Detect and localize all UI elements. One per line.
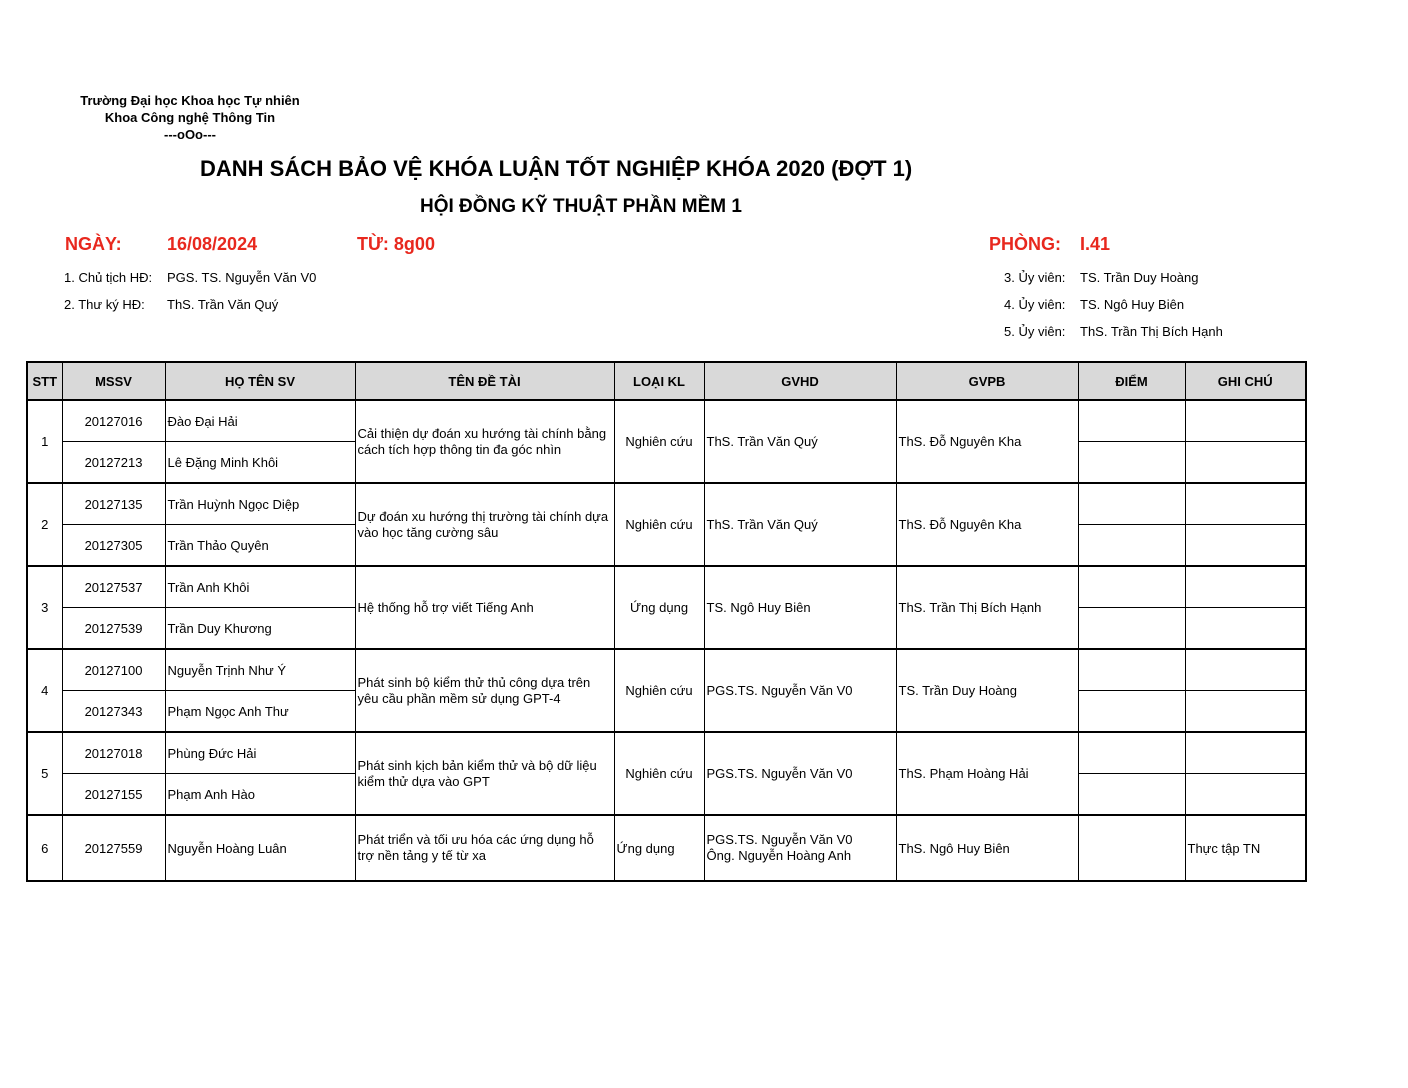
score-cell xyxy=(1078,732,1185,774)
column-header: HỌ TÊN SV xyxy=(165,362,355,400)
column-header: LOẠI KL xyxy=(614,362,704,400)
advisor-cell: PGS.TS. Nguyễn Văn V0 Ông. Nguyễn Hoàng Anh xyxy=(704,815,896,881)
table-header-row xyxy=(27,362,1306,400)
column-header: GVPB xyxy=(896,362,1078,400)
stt-cell: 2 xyxy=(27,483,62,566)
committee-role: 1. Chủ tịch HĐ: xyxy=(64,270,153,285)
table-row xyxy=(27,649,1306,691)
column-header: STT xyxy=(27,362,62,400)
column-header: GHI CHÚ xyxy=(1185,362,1306,400)
topic-cell: Dự đoán xu hướng thị trường tài chính dựa vào học tăng cường sâu xyxy=(355,483,614,566)
column-header: GVHD xyxy=(704,362,896,400)
committee-role: 4. Ủy viên: xyxy=(1004,297,1066,312)
score-cell xyxy=(1078,774,1185,816)
student-name-cell: Phạm Ngọc Anh Thư xyxy=(165,691,355,733)
header-ornament: ---oOo--- xyxy=(164,127,216,142)
date-value: 16/08/2024 xyxy=(167,234,258,254)
faculty-name: Khoa Công nghệ Thông Tin xyxy=(104,110,276,125)
reviewer-cell: ThS. Trần Thị Bích Hạnh xyxy=(896,566,1078,649)
note-cell xyxy=(1185,442,1306,484)
type-cell: Nghiên cứu xyxy=(614,400,704,483)
room-value: I.41 xyxy=(1080,234,1111,254)
reviewer-cell: ThS. Đỗ Nguyên Kha xyxy=(896,483,1078,566)
topic-cell: Phát sinh kịch bản kiểm thử và bộ dữ liệu kiểm thử dựa vào GPT xyxy=(355,732,614,815)
university-name: Trường Đại học Khoa học Tự nhiên xyxy=(80,93,300,108)
topic-cell: Cải thiện dự đoán xu hướng tài chính bằng cách tích hợp thông tin đa góc nhìn xyxy=(355,400,614,483)
student-name-cell: Lê Đặng Minh Khôi xyxy=(165,442,355,484)
score-cell xyxy=(1078,815,1185,881)
page-title: DANH SÁCH BẢO VỆ KHÓA LUẬN TỐT NGHIỆP KHÓA 2020 (ĐỢT 1) xyxy=(200,156,913,181)
student-name-cell: Trần Huỳnh Ngọc Diệp xyxy=(165,483,355,525)
defense-schedule-table xyxy=(26,361,1307,882)
stt-cell: 1 xyxy=(27,400,62,483)
committee-role: 3. Ủy viên: xyxy=(1004,270,1066,285)
note-cell xyxy=(1185,691,1306,733)
mssv-cell: 20127213 xyxy=(62,442,165,484)
topic-cell: Phát triển và tối ưu hóa các ứng dụng hỗ trợ nền tảng y tế từ xa xyxy=(355,815,614,881)
student-name-cell: Trần Anh Khôi xyxy=(165,566,355,608)
mssv-cell: 20127016 xyxy=(62,400,165,442)
topic-cell: Hệ thống hỗ trợ viết Tiếng Anh xyxy=(355,566,614,649)
table-row xyxy=(27,732,1306,774)
mssv-cell: 20127100 xyxy=(62,649,165,691)
student-name-cell: Đào Đại Hải xyxy=(165,400,355,442)
council-subtitle: HỘI ĐỒNG KỸ THUẬT PHẦN MỀM 1 xyxy=(420,196,742,217)
table-row xyxy=(27,483,1306,525)
student-name-cell: Phùng Đức Hải xyxy=(165,732,355,774)
reviewer-cell: ThS. Ngô Huy Biên xyxy=(896,815,1078,881)
note-cell xyxy=(1185,732,1306,774)
mssv-cell: 20127559 xyxy=(62,815,165,881)
score-cell xyxy=(1078,608,1185,650)
committee-name: ThS. Trần Văn Quý xyxy=(167,297,279,312)
committee-name: PGS. TS. Nguyễn Văn V0 xyxy=(167,270,317,285)
score-cell xyxy=(1078,442,1185,484)
stt-cell: 4 xyxy=(27,649,62,732)
advisor-cell: TS. Ngô Huy Biên xyxy=(704,566,896,649)
committee-role: 2. Thư ký HĐ: xyxy=(64,297,145,312)
table-row xyxy=(27,566,1306,608)
score-cell xyxy=(1078,649,1185,691)
reviewer-cell: TS. Trần Duy Hoàng xyxy=(896,649,1078,732)
column-header: MSSV xyxy=(62,362,165,400)
student-name-cell: Nguyễn Hoàng Luân xyxy=(165,815,355,881)
mssv-cell: 20127018 xyxy=(62,732,165,774)
note-cell xyxy=(1185,400,1306,442)
note-cell xyxy=(1185,525,1306,567)
mssv-cell: 20127539 xyxy=(62,608,165,650)
type-cell: Ứng dụng xyxy=(614,566,704,649)
table-row xyxy=(27,400,1306,442)
stt-cell: 5 xyxy=(27,732,62,815)
student-name-cell: Trần Thảo Quyên xyxy=(165,525,355,567)
note-cell xyxy=(1185,608,1306,650)
mssv-cell: 20127155 xyxy=(62,774,165,816)
date-label: NGÀY: xyxy=(65,234,122,254)
stt-cell: 3 xyxy=(27,566,62,649)
stt-cell: 6 xyxy=(27,815,62,881)
mssv-cell: 20127135 xyxy=(62,483,165,525)
score-cell xyxy=(1078,400,1185,442)
advisor-cell: PGS.TS. Nguyễn Văn V0 xyxy=(704,649,896,732)
committee-name: TS. Trần Duy Hoàng xyxy=(1080,270,1199,285)
advisor-cell: ThS. Trần Văn Quý xyxy=(704,483,896,566)
type-cell: Nghiên cứu xyxy=(614,649,704,732)
column-header: TÊN ĐỀ TÀI xyxy=(355,362,614,400)
committee-role: 5. Ủy viên: xyxy=(1004,324,1066,339)
time-label: TỪ: 8g00 xyxy=(357,234,435,254)
room-label: PHÒNG: xyxy=(989,234,1061,254)
advisor-cell: PGS.TS. Nguyễn Văn V0 xyxy=(704,732,896,815)
student-name-cell: Nguyễn Trịnh Như Ý xyxy=(165,649,355,691)
score-cell xyxy=(1078,483,1185,525)
score-cell xyxy=(1078,691,1185,733)
mssv-cell: 20127305 xyxy=(62,525,165,567)
table-row xyxy=(27,815,1306,881)
committee-name: ThS. Trần Thị Bích Hạnh xyxy=(1080,324,1223,339)
student-name-cell: Trần Duy Khương xyxy=(165,608,355,650)
score-cell xyxy=(1078,566,1185,608)
note-cell xyxy=(1185,483,1306,525)
score-cell xyxy=(1078,525,1185,567)
committee-name: TS. Ngô Huy Biên xyxy=(1080,297,1185,312)
type-cell: Nghiên cứu xyxy=(614,732,704,815)
student-name-cell: Phạm Anh Hào xyxy=(165,774,355,816)
note-cell xyxy=(1185,649,1306,691)
mssv-cell: 20127343 xyxy=(62,691,165,733)
mssv-cell: 20127537 xyxy=(62,566,165,608)
type-cell: Ứng dụng xyxy=(614,815,704,881)
note-cell xyxy=(1185,774,1306,816)
reviewer-cell: ThS. Đỗ Nguyên Kha xyxy=(896,400,1078,483)
type-cell: Nghiên cứu xyxy=(614,483,704,566)
note-cell: Thực tập TN xyxy=(1185,815,1306,881)
advisor-cell: ThS. Trần Văn Quý xyxy=(704,400,896,483)
column-header: ĐIỂM xyxy=(1078,362,1185,400)
topic-cell: Phát sinh bộ kiểm thử thủ công dựa trên yêu cầu phần mềm sử dụng GPT-4 xyxy=(355,649,614,732)
note-cell xyxy=(1185,566,1306,608)
reviewer-cell: ThS. Phạm Hoàng Hải xyxy=(896,732,1078,815)
